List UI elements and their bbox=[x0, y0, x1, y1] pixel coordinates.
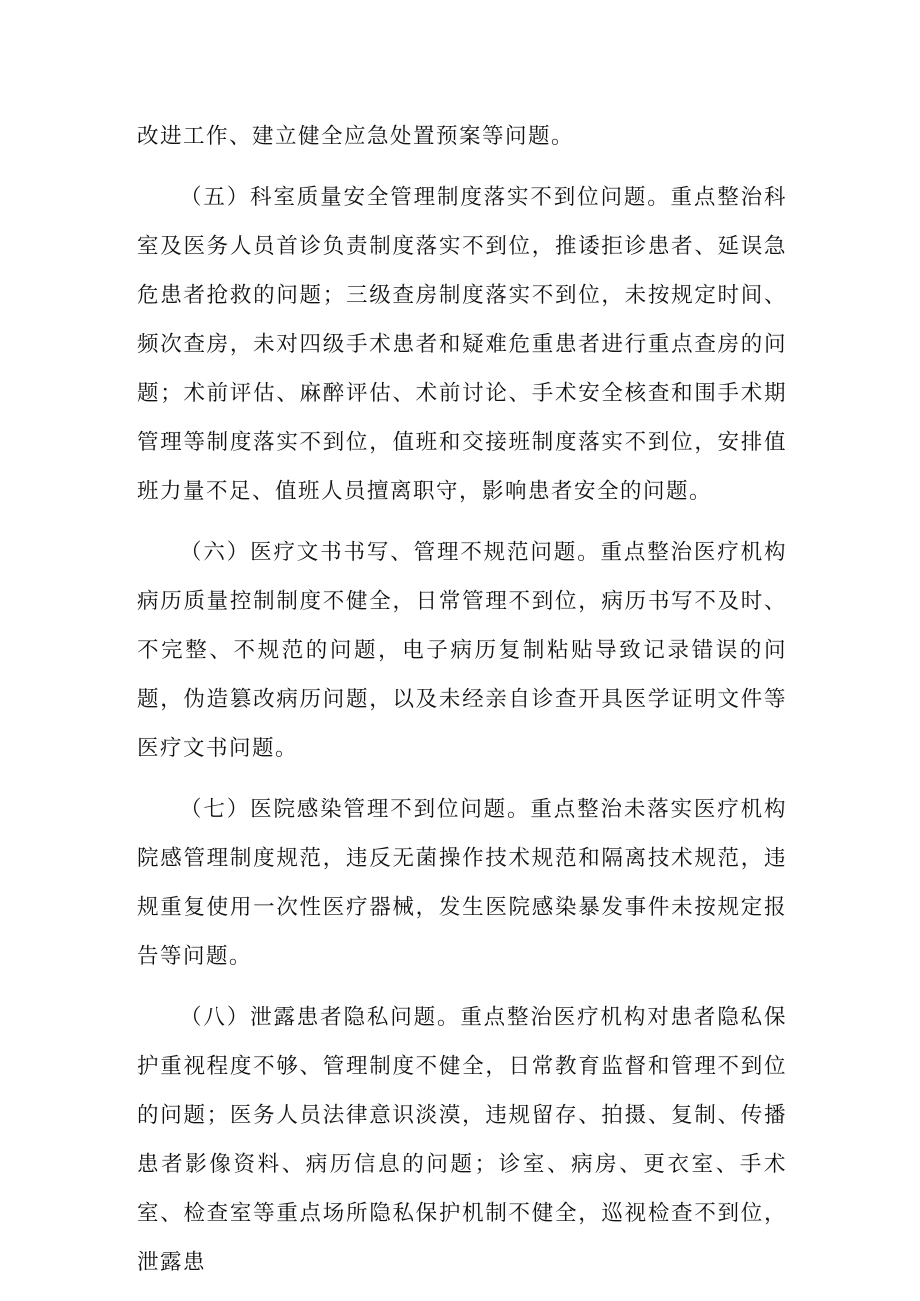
paragraph-section-7: （七）医院感染管理不到位问题。重点整治未落实医疗机构院感管理制度规范，违反无菌操作技术规范和隔离技术规范，违规重复使用一次性医疗器械，发生医院感染暴发事件未按规定报告等问题。 bbox=[137, 797, 787, 969]
paragraph-continuation: 改进工作、建立健全应急处置预案等问题。 bbox=[137, 124, 575, 149]
paragraph-section-8: （八）泄露患者隐私问题。重点整治医疗机构对患者隐私保护重视程度不够、管理制度不健全，日常教育监督和管理不到位的问题；医务人员法律意识淡漠，违规留存、拍摄、复制、传播患者影像资料、病历信息的问题；诊室、病房、更衣室、手术室、检查室等重点场所隐私保护机制不健全，巡视检查不到位，泄露患 bbox=[137, 1005, 787, 1275]
paragraph-section-6: （六）医疗文书书写、管理不规范问题。重点整治医疗机构病历质量控制制度不健全，日常管理不到位，病历书写不及时、不完整、不规范的问题，电子病历复制粘贴导致记录错误的问题，伪造篡改病历问题，以及未经亲自诊查开具医学证明文件等医疗文书问题。 bbox=[137, 540, 787, 761]
paragraph-section-5: （五）科室质量安全管理制度落实不到位问题。重点整治科室及医务人员首诊负责制度落实不到位，推诿拒诊患者、延误急危患者抢救的问题；三级查房制度落实不到位，未按规定时间、频次查房，未对四级手术患者和疑难危重患者进行重点查房的问题；术前评估、麻醉评估、术前讨论、手术安全核查和围手术期管理等制度落实不到位，值班和交接班制度落实不到位，安排值班力量不足、值班人员擅离职守，影响患者安全的问题。 bbox=[137, 185, 787, 504]
document-body bbox=[137, 112, 787, 1287]
